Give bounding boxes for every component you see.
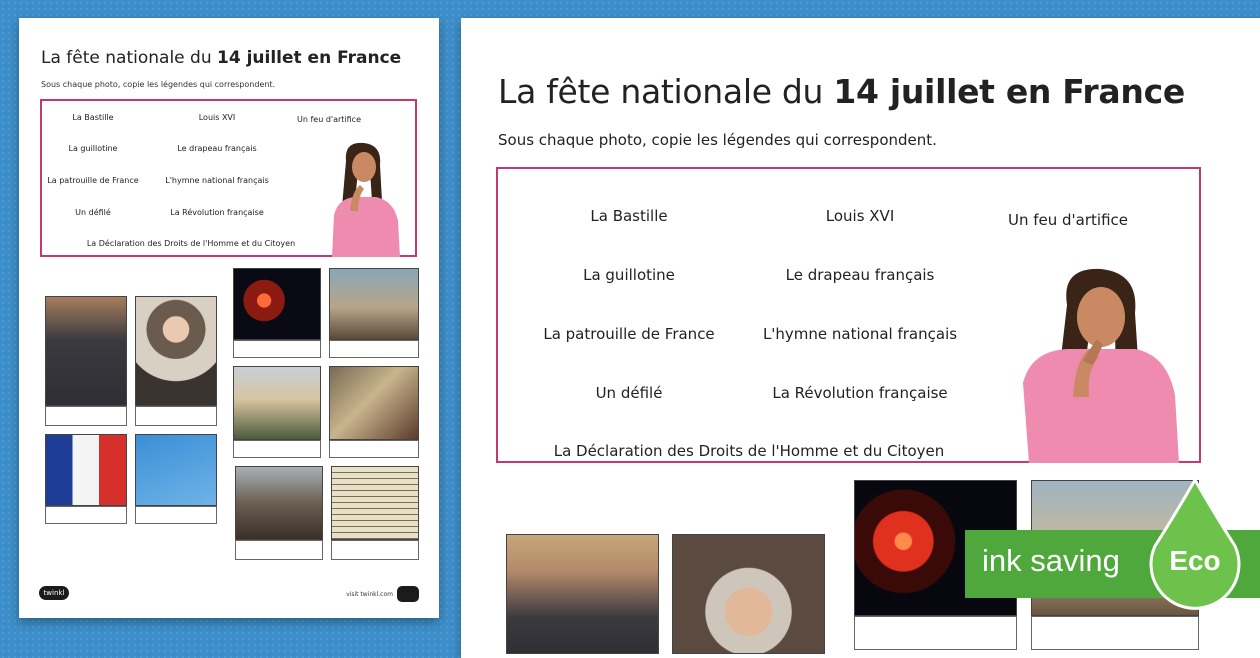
thumb-photo-fireworks (233, 268, 321, 358)
thumb-photo-parade (233, 366, 321, 458)
worksheet-thumbnail (19, 18, 439, 618)
thumb-photo-bastille (235, 466, 323, 560)
word-bank-item: Un feu d'artifice (1007, 211, 1129, 229)
thumb-word: L'hymne national français (165, 176, 269, 185)
thumb-word: Le drapeau français (177, 144, 257, 153)
eco-drop-icon (1143, 478, 1247, 610)
thumb-photo-guillotine (329, 268, 419, 358)
thumb-word: Louis XVI (198, 113, 236, 122)
twinkl-logo: twinkl (39, 586, 69, 600)
thumb-photo-patrol (135, 434, 217, 524)
eco-label: Eco (1169, 545, 1221, 576)
word-bank-item: Louis XVI (825, 207, 895, 225)
word-bank-item: La Bastille (590, 207, 668, 225)
word-bank-item: L'hymne national français (762, 325, 958, 343)
ink-saving-label: ink saving (982, 543, 1120, 578)
word-bank (496, 167, 1201, 463)
thumb-instruction: Sous chaque photo, copie les légendes qui correspondent. (41, 80, 276, 89)
photo-louis-xvi (672, 534, 825, 654)
word-bank-item: La Révolution française (772, 384, 948, 402)
thumb-photo-revolution (329, 366, 419, 458)
thumb-word: La patrouille de France (47, 176, 139, 185)
thumb-word: La guillotine (68, 144, 118, 153)
photo-declaration (506, 534, 659, 654)
thumb-photo-louis-xvi (135, 296, 217, 426)
page-title: La fête nationale du 14 juillet en France (498, 72, 1185, 111)
thumb-photo-declaration (45, 296, 127, 426)
thumb-word: La Déclaration des Droits de l'Homme et du Citoyen (86, 239, 296, 248)
word-bank-item: Un défilé (595, 384, 663, 402)
girl-thinking-illustration (324, 141, 404, 257)
thumb-word: Un défilé (75, 208, 111, 217)
word-bank-item: La Déclaration des Droits de l'Homme et du Citoyen (553, 442, 945, 460)
thumb-photo-anthem (331, 466, 419, 560)
word-bank-item: Le drapeau français (785, 266, 935, 284)
visit-link-text: visit twinkl.com (346, 591, 393, 598)
thumb-word-bank (40, 99, 417, 257)
twinkl-mascot-icon (397, 586, 419, 602)
word-bank-item: La guillotine (583, 266, 675, 284)
thumb-word: Un feu d'artifice (296, 115, 362, 124)
thumb-photo-flag (45, 434, 127, 524)
girl-thinking-illustration (1017, 265, 1183, 463)
thumb-word: La Révolution française (170, 208, 264, 217)
instruction-text: Sous chaque photo, copie les légendes qui correspondent. (498, 131, 937, 149)
thumb-word: La Bastille (72, 113, 114, 122)
word-bank-item: La patrouille de France (543, 325, 715, 343)
thumb-title: La fête nationale du 14 juillet en France (41, 48, 402, 68)
